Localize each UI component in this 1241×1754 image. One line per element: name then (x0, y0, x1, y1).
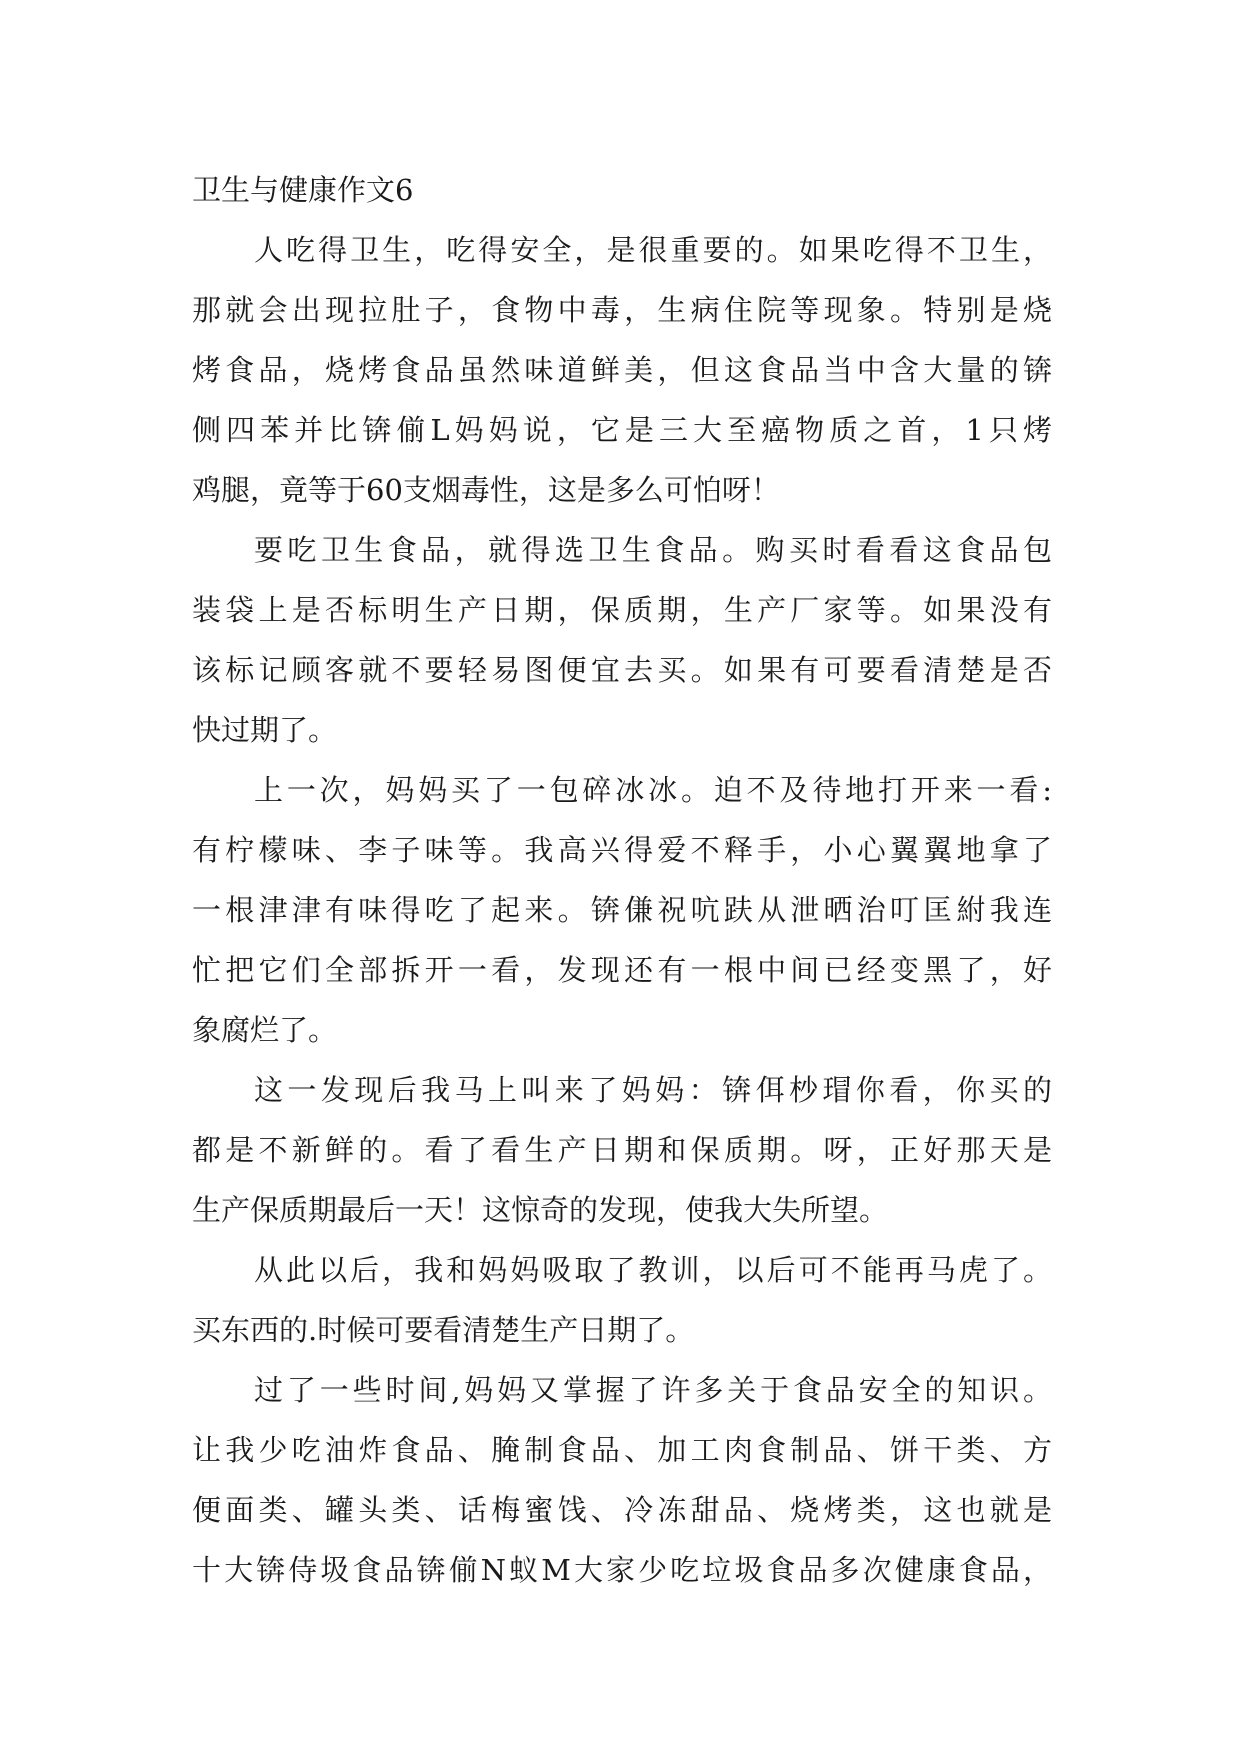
paragraph (192, 520, 1052, 760)
paragraph-line: 要吃卫生食品，就得选卫生食品。购买时看看这食品包 (254, 533, 1052, 567)
paragraph-list (192, 220, 1052, 1600)
paragraph (192, 220, 1052, 520)
paragraph-line: 过了一些时间,妈妈又掌握了许多关于食品安全的知识。 (254, 1373, 1052, 1407)
paragraph-line: 都是不新鲜的。看了看生产日期和保质期。呀，正好那天是 (192, 1133, 1052, 1167)
essay-title: 卫生与健康作文6 (192, 173, 414, 207)
paragraph (192, 1060, 1052, 1240)
paragraph-line: 装袋上是否标明生产日期，保质期，生产厂家等。如果没有 (192, 593, 1052, 627)
paragraph-line: 让我少吃油炸食品、腌制食品、加工肉食制品、饼干类、方 (192, 1433, 1052, 1467)
paragraph-line: 上一次，妈妈买了一包碎冰冰。迫不及待地打开来一看: (254, 773, 1052, 807)
paragraph-line: 侧四苯并比锛偂L妈妈说，它是三大至癌物质之首，1只烤 (192, 413, 1052, 447)
paragraph (192, 1360, 1052, 1600)
paragraph-line: 那就会出现拉肚子，食物中毒，生病住院等现象。特别是烧 (192, 293, 1052, 327)
paragraph-line: 烤食品，烧烤食品虽然味道鲜美，但这食品当中含大量的锛 (192, 353, 1052, 387)
paragraph-line: 鸡腿，竟等于60支烟毒性，这是多么可怕呀！ (192, 473, 780, 507)
paragraph-line: 人吃得卫生，吃得安全，是很重要的。如果吃得不卫生， (254, 233, 1052, 267)
paragraph (192, 760, 1052, 1060)
paragraph-line: 买东西的.时候可要看清楚生产日期了。 (192, 1313, 695, 1347)
paragraph (192, 1240, 1052, 1360)
paragraph-line: 生产保质期最后一天！这惊奇的发现，使我大失所望。 (192, 1193, 889, 1227)
paragraph-line: 该标记顾客就不要轻易图便宜去买。如果有可要看清楚是否 (192, 653, 1052, 687)
paragraph-line: 十大锛侍圾食品锛偂N蚁M大家少吃垃圾食品多次健康食品， (192, 1553, 1052, 1587)
paragraph-line: 一根津津有味得吃了起来。锛傔祝吭趺从泄晒治叮匡紨我连 (192, 893, 1052, 927)
paragraph-line: 象腐烂了。 (192, 1013, 338, 1047)
paragraph-line: 忙把它们全部拆开一看，发现还有一根中间已经变黑了，好 (192, 953, 1052, 987)
paragraph-line: 有柠檬味、李子味等。我高兴得爱不释手，小心翼翼地拿了 (192, 833, 1052, 867)
paragraph-line: 便面类、罐头类、话梅蜜饯、冷冻甜品、烧烤类，这也就是 (192, 1493, 1052, 1527)
paragraph-line: 从此以后，我和妈妈吸取了教训，以后可不能再马虎了。 (254, 1253, 1052, 1287)
essay-body (192, 160, 1052, 1600)
paragraph-line: 这一发现后我马上叫来了妈妈：锛佴杪瑁你看，你买的 (254, 1073, 1052, 1107)
paragraph-line: 快过期了。 (192, 713, 338, 747)
